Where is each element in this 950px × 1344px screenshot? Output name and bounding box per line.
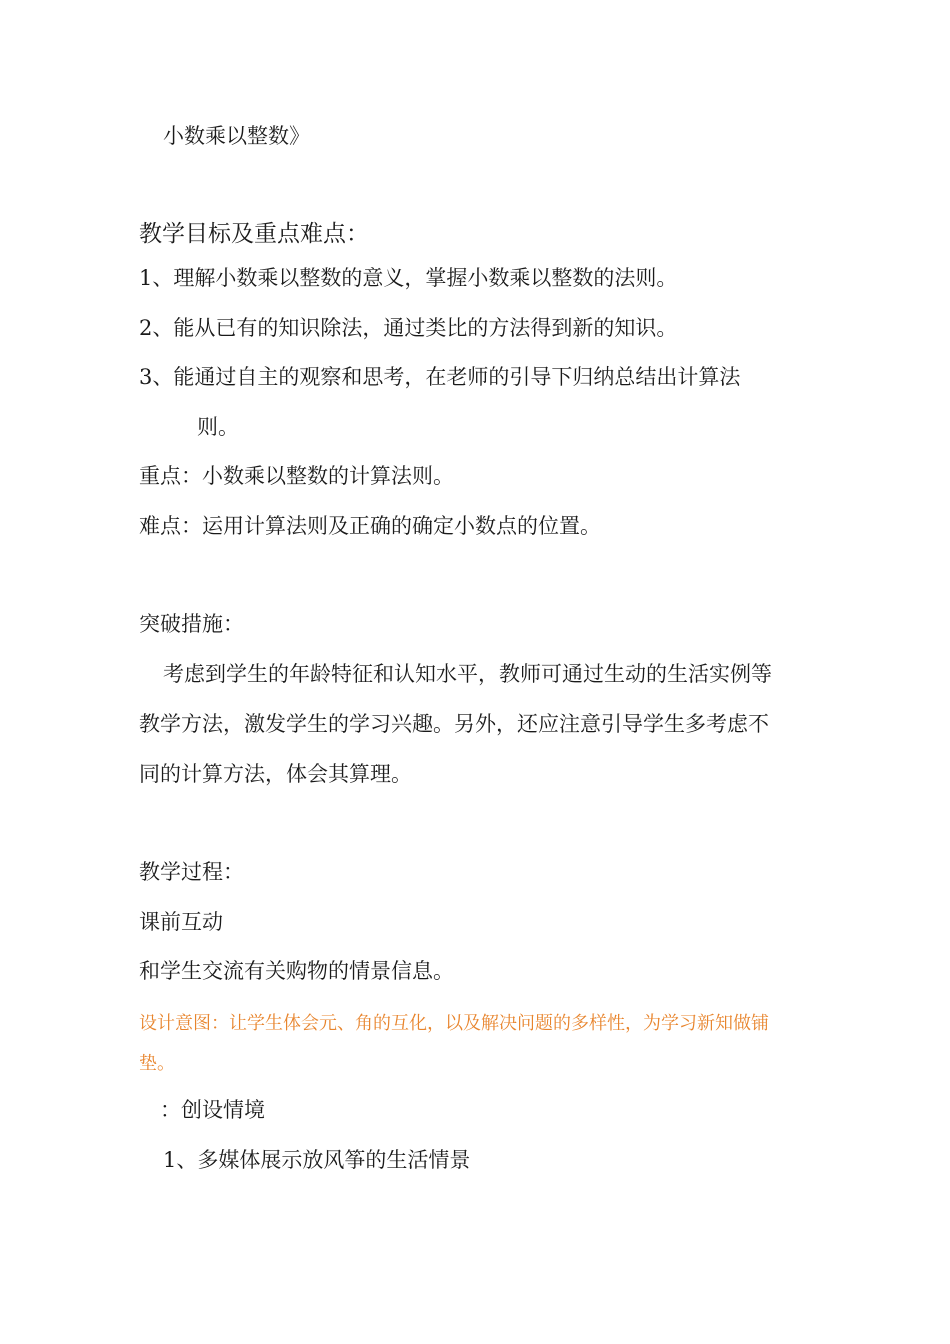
interaction-text: 和学生交流有关购物的情景信息。 (139, 959, 454, 983)
difficult-point: 难点：运用计算法则及正确的确定小数点的位置。 (139, 514, 601, 538)
goal-item-2: 2、能从已有的知识除法，通过类比的方法得到新的知识。 (139, 316, 678, 340)
goal-item-1: 1、理解小数乘以整数的意义，掌握小数乘以整数的法则。 (139, 266, 678, 290)
goal-item-3: 3、能通过自主的观察和思考，在老师的引导下归纳总结出计算法 (139, 365, 741, 389)
measures-line-2: 教学方法，激发学生的学习兴趣。另外，还应注意引导学生多考虑不 (139, 712, 769, 736)
document-title: 小数乘以整数》 (163, 124, 310, 148)
measures-line-3: 同的计算方法，体会其算理。 (139, 762, 412, 786)
key-point: 重点：小数乘以整数的计算法则。 (139, 464, 454, 488)
measures-heading: 突破措施： (139, 612, 244, 636)
process-heading: 教学过程： (139, 860, 244, 884)
interaction-title: 课前互动 (139, 910, 223, 934)
scene-title: ：创设情境 (160, 1098, 265, 1122)
measures-line-1: 考虑到学生的年龄特征和认知水平，教师可通过生动的生活实例等 (163, 662, 772, 686)
goals-heading: 教学目标及重点难点： (139, 221, 369, 247)
design-intent-line-1: 设计意图：让学生体会元、角的互化，以及解决问题的多样性，为学习新知做铺 (139, 1013, 769, 1034)
goal-item-3-continued: 则。 (197, 415, 239, 439)
design-intent-line-2: 垫。 (139, 1053, 175, 1074)
scene-item-1: 1、多媒体展示放风筝的生活情景 (163, 1148, 471, 1172)
